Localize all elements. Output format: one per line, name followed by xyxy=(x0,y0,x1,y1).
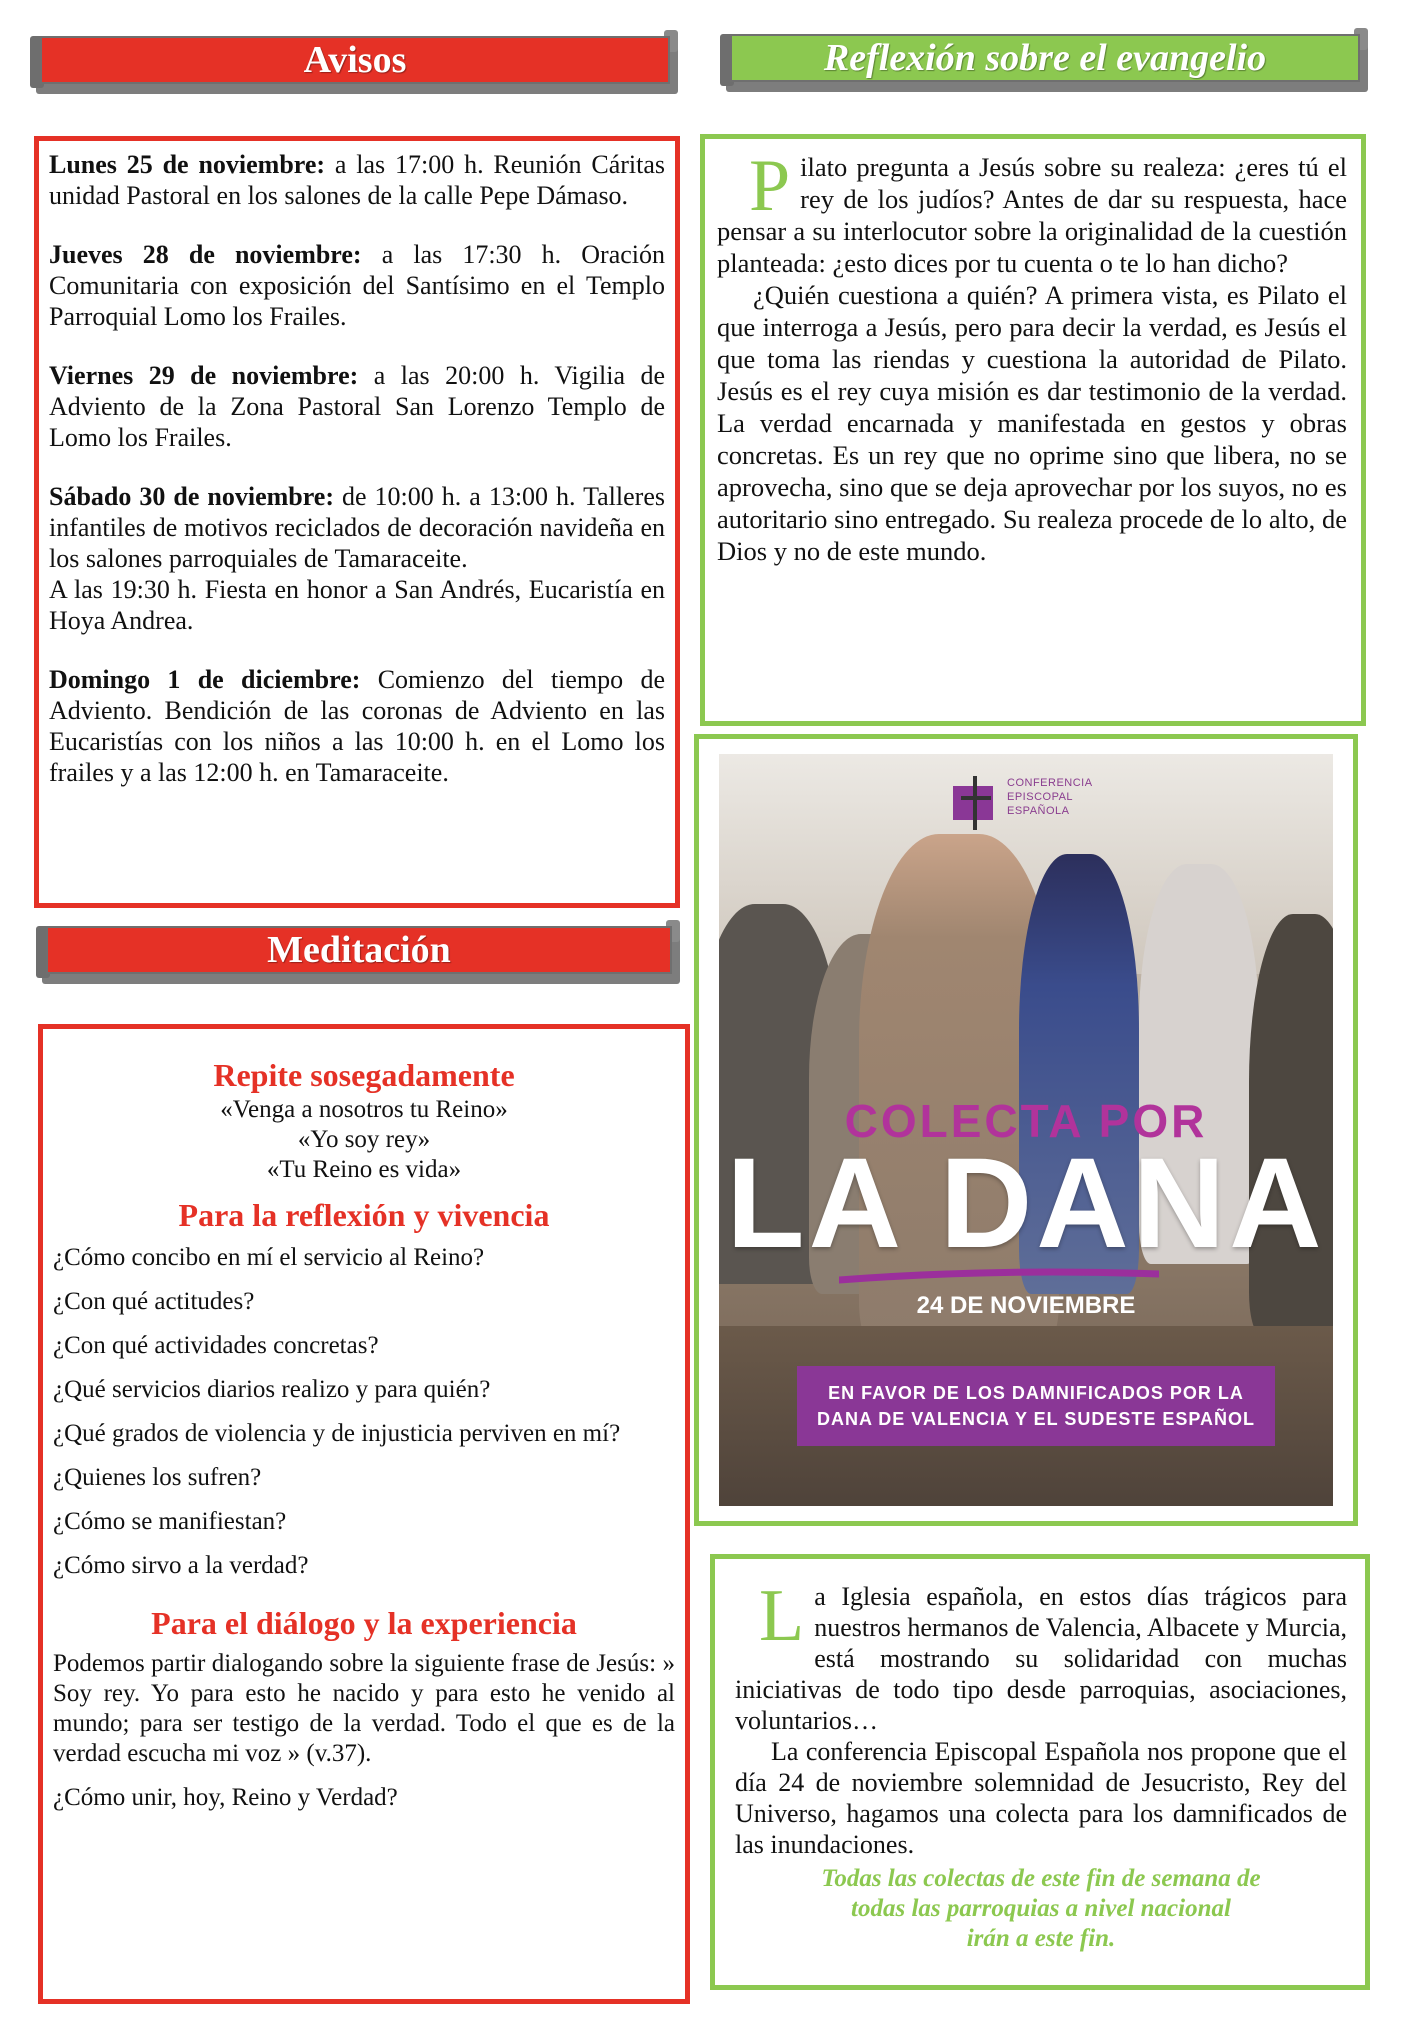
swoosh-stroke xyxy=(839,1266,1159,1286)
question-item: ¿Cómo concibo en mí el servicio al Reino? xyxy=(53,1244,485,1271)
dana-poster-image xyxy=(719,754,1333,1506)
aviso-text: Comienzo del tiempo de Adviento. Bendición de las coronas de Adviento en las Eucaristías con los niños a las 10:00 h. en el Lomo los frailes y a las 12:00 h. en Tamaraceite. xyxy=(49,665,665,787)
heading-reflexion-vivencia: Para la reflexión y vivencia xyxy=(178,1197,550,1233)
aviso-item xyxy=(49,149,665,211)
closing-line-2: todas las parroquias a nivel nacional xyxy=(851,1895,1231,1922)
quote-3: «Tu Reino es vida» xyxy=(266,1156,462,1183)
poster-date: 24 DE NOVIEMBRE xyxy=(916,1292,1136,1319)
poster-band-line-1: EN FAVOR DE LOS DAMNIFICADOS POR LA xyxy=(828,1383,1244,1403)
dropcap-l: L xyxy=(759,1575,805,1657)
aviso-text: a las 20:00 h. Vigilia de Adviento de la Zona Pastoral San Lorenzo Templo de Lomo los Frailes. xyxy=(49,361,666,452)
meditacion-title: Meditación xyxy=(267,929,451,971)
question-item: ¿Qué grados de violencia y de injusticia perviven en mí? xyxy=(53,1420,621,1447)
dropcap-p: P xyxy=(749,145,791,227)
poster-band-line-2: DANA DE VALENCIA Y EL SUDESTE ESPAÑOL xyxy=(816,1409,1256,1429)
reflexion-paragraph-2: ¿Quién cuestiona a quién? A primera vista, es Pilato el que interroga a Jesús, pero para decir la verdad, es Jesús el que toma las riendas y cuestiona la autoridad de Pilato. Jesús es el rey cuya misión es dar testimonio de la verdad. La verdad encarnada y manifestada en gestos y obras concretas. Es un rey que no oprime sino que libera, no se aprovecha, sino que se deja aprovechar por los suyos, no es autoritario sino entregado. Su realeza procede de lo alto, de Dios y no de este mundo. xyxy=(717,280,1347,566)
quote-2: «Yo soy rey» xyxy=(297,1126,431,1153)
iglesia-box xyxy=(710,1554,1370,1990)
question-item: ¿Qué servicios diarios realizo y para quién? xyxy=(53,1376,491,1403)
aviso-text: a las 17:30 h. Oración Comunitaria con exposición del Santísimo en el Templo Parroquial Lomo los Frailes. xyxy=(49,240,665,331)
aviso-date: Jueves 28 de noviembre: xyxy=(49,240,362,269)
poster-purple-band xyxy=(797,1366,1275,1446)
aviso-extra: A las 19:30 h. Fiesta en honor a San Andrés, Eucaristía en Hoya Andrea. xyxy=(49,575,665,635)
iglesia-text-1: a Iglesia española, en estos días trágicos para nuestros hermanos de Valencia, Albacete y Murcia, está mostrando su solidaridad con muchas iniciativas de todo tipo desde parroquias, asociaciones, voluntarios… xyxy=(735,1582,1347,1735)
meditacion-box xyxy=(38,1024,690,2004)
heading-repite: Repite sosegadamente xyxy=(213,1057,515,1093)
question-item: ¿Quienes los sufren? xyxy=(53,1464,262,1491)
reflexion-box xyxy=(700,134,1366,726)
reflexion-paragraph-1 xyxy=(717,145,1347,279)
aviso-date: Viernes 29 de noviembre: xyxy=(49,361,359,390)
aviso-text: de 10:00 h. a 13:00 h. Talleres infantiles de motivos reciclados de decoración navideña en los salones parroquiales de Tamaraceite. xyxy=(49,482,665,573)
avisos-box xyxy=(34,136,680,908)
question-item: ¿Con qué actitudes? xyxy=(53,1288,255,1315)
cee-logo-icon xyxy=(947,772,1001,834)
final-question: ¿Cómo unir, hoy, Reino y Verdad? xyxy=(53,1784,398,1811)
iglesia-paragraph-2: La conferencia Episcopal Española nos propone que el día 24 de noviembre solemnidad de Jesucristo, Rey del Universo, hagamos una colecta para los damnificados de las inundaciones. xyxy=(735,1737,1347,1859)
aviso-item xyxy=(49,664,665,788)
aviso-date: Lunes 25 de noviembre: xyxy=(49,150,326,179)
aviso-text: a las 17:00 h. Reunión Cáritas unidad Pastoral en los salones de la calle Pepe Dámaso. xyxy=(49,150,666,210)
question-item: ¿Cómo sirvo a la verdad? xyxy=(53,1552,309,1579)
quote-1: «Venga a nosotros tu Reino» xyxy=(220,1096,508,1123)
heading-dialogo: Para el diálogo y la experiencia xyxy=(151,1605,577,1641)
dialogo-text: Podemos partir dialogando sobre la siguiente frase de Jesús: » Soy rey. Yo para esto he nacido y para esto he venido al mundo; para ser testigo de la verdad. Todo el que es de la verdad escucha mi voz » (v.37). xyxy=(53,1650,675,1767)
aviso-date: Domingo 1 de diciembre: xyxy=(49,665,361,694)
iglesia-paragraph-1 xyxy=(735,1575,1347,1736)
question-item: ¿Con qué actividades concretas? xyxy=(53,1332,379,1359)
question-item: ¿Cómo se manifiestan? xyxy=(53,1508,287,1535)
avisos-title: Avisos xyxy=(303,39,407,81)
aviso-item xyxy=(49,360,665,453)
poster-la-dana: LA DANA xyxy=(726,1132,1326,1275)
aviso-item xyxy=(49,239,665,332)
cee-logo-text: CONFERENCIA EPISCOPAL ESPAÑOLA xyxy=(1007,777,1093,817)
closing-line-3: irán a este fin. xyxy=(966,1925,1116,1952)
reflexion-banner xyxy=(720,28,1368,92)
avisos-banner xyxy=(30,30,678,94)
meditacion-banner xyxy=(36,920,680,984)
reflexion-text-1: ilato pregunta a Jesús sobre su realeza: ¿eres tú el rey de los judíos? Antes de dar su respuesta, hace pensar a su interlocutor sobre la originalidad de la cuestión planteada: ¿esto dices por tu cuenta o te lo han dicho? xyxy=(717,152,1347,278)
closing-line-1: Todas las colectas de este fin de semana de xyxy=(821,1865,1261,1892)
aviso-date: Sábado 30 de noviembre: xyxy=(49,482,334,511)
poster-colecta-por: COLECTA POR xyxy=(844,1095,1208,1147)
reflexion-title: Reflexión sobre el evangelio xyxy=(823,37,1267,79)
aviso-item xyxy=(49,481,665,636)
